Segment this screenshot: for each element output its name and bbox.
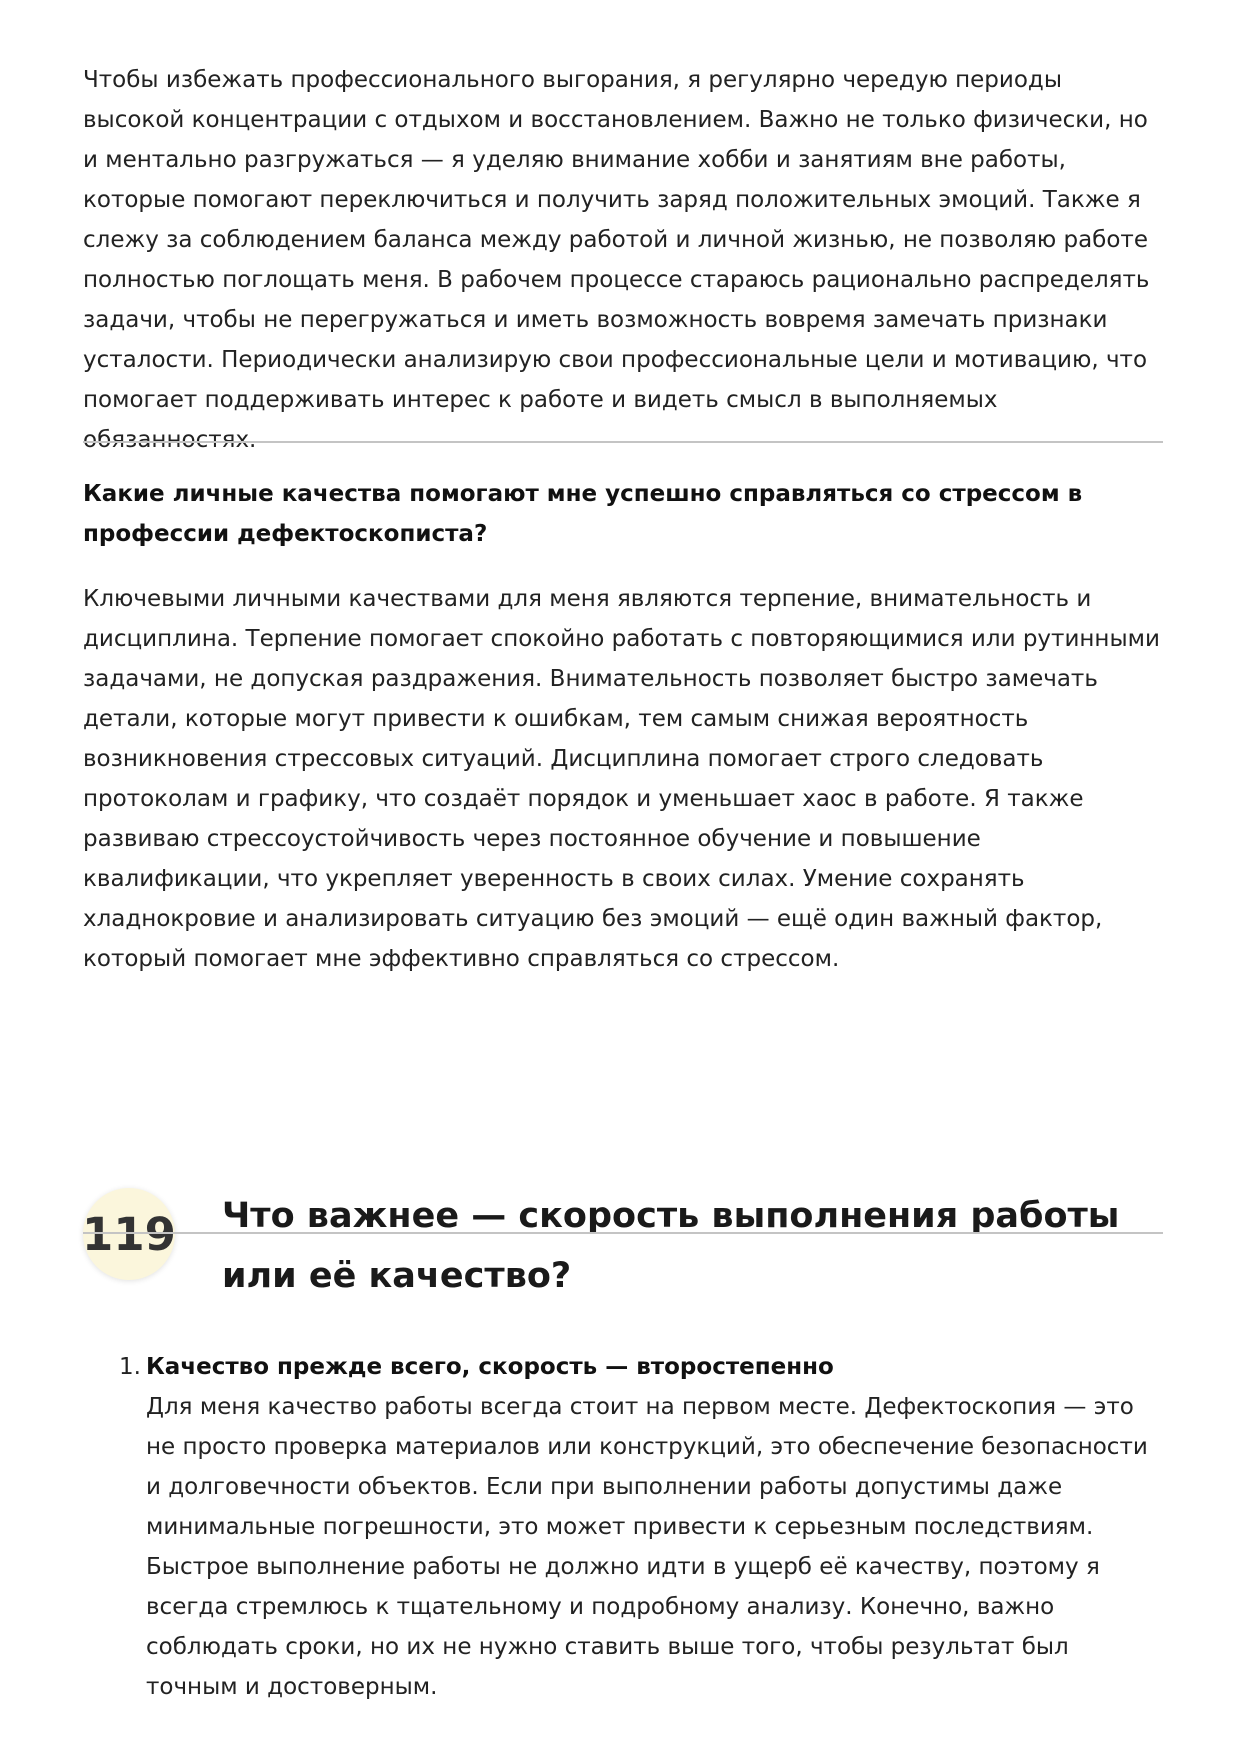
section-divider — [83, 441, 1163, 443]
question-number-badge: 119 — [83, 1188, 175, 1280]
section-title: Что важнее — скорость выполнения работы или её качество? — [222, 1196, 1120, 1296]
answer-list — [83, 1347, 1163, 1707]
list-item-title: Качество прежде всего, скорость — второстепенно — [146, 1354, 834, 1380]
list-item-text: Для меня качество работы всегда стоит на первом месте. Дефектоскопия — это не просто проверка материалов или конструкций, это обеспечение безопасности и долговечности объектов. Если при выполнении работы допустимы даже минимальные погрешности, это может привести к серьезным последствиям. Быстрое выполнение работы не должно идти в ущерб её качеству, поэтому я всегда стремлюсь к тщательному и подробному анализу. Конечно, важно соблюдать сроки, но их не нужно ставить выше того, чтобы результат был точным и достоверным. — [146, 1394, 1148, 1700]
answer-paragraph: Ключевыми личными качествами для меня являются терпение, внимательность и дисциплина. Терпение помогает спокойно работать с повторяющимися или рутинными задачами, не допуская раздражения. Внимательность позволяет быстро замечать детали, которые могут привести к ошибкам, тем самым снижая вероятность возникновения стрессовых ситуаций. Дисциплина помогает строго следовать протоколам и графику, что создаёт порядок и уменьшает хаос в работе. Я также развиваю стрессоустойчивость через постоянное обучение и повышение квалификации, что укрепляет уверенность в своих силах. Умение сохранять хладнокровие и анализировать ситуацию без эмоций — ещё один важный фактор, который помогает мне эффективно справляться со стрессом. — [83, 586, 1160, 972]
intro-paragraph: Чтобы избежать профессионального выгорания, я регулярно чередую периоды высокой концентрации с отдыхом и восстановлением. Важно не только физически, но и ментально разгружаться — я уделяю внимание хобби и занятиям вне работы, которые помогают переключиться и получить заряд положительных эмоций. Также я слежу за соблюдением баланса между работой и личной жизнью, не позволяю работе полностью поглощать меня. В рабочем процессе стараюсь рационально распределять задачи, чтобы не перегружаться и иметь возможность вовремя замечать признаки усталости. Периодически анализирую свои профессиональные цели и мотивацию, что помогает поддерживать интерес к работе и видеть смысл в выполняемых обязанностях. — [83, 67, 1150, 453]
question-heading: Какие личные качества помогают мне успешно справляться со стрессом в профессии дефектоскописта? — [83, 481, 1083, 547]
list-item — [83, 1347, 1163, 1707]
list-item-number: 1. — [119, 1354, 141, 1380]
header-divider — [83, 1232, 1163, 1234]
question-section-header — [82, 1110, 1163, 1296]
